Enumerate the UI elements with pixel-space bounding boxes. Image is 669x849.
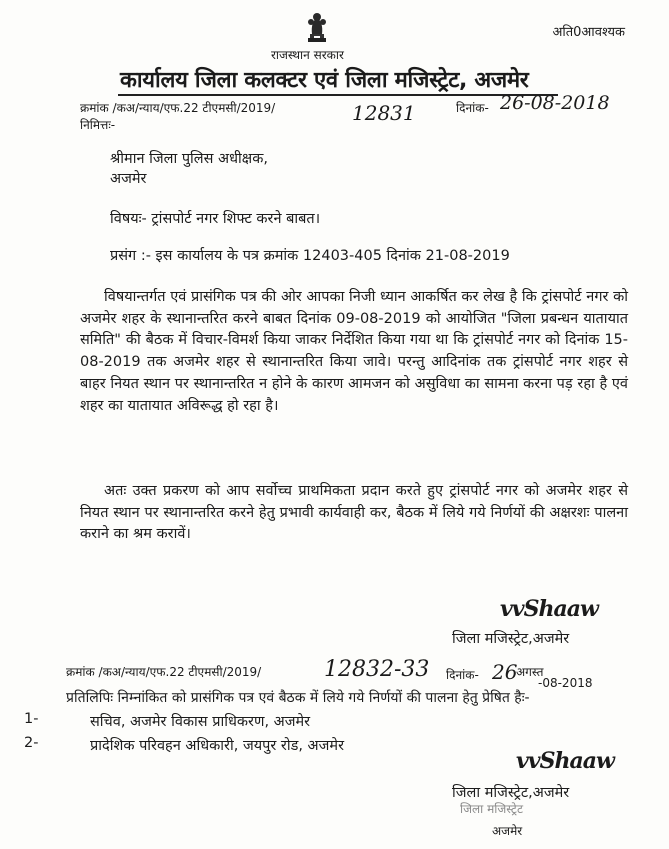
ref2-month-note: अगस्त — [516, 665, 544, 679]
signature-1: vvShaaw — [500, 596, 598, 622]
signature-1-title: जिला मजिस्ट्रेट,अजमेर — [452, 631, 570, 647]
signature-2: vvShaaw — [516, 748, 614, 774]
signature-2-title: जिला मजिस्ट्रेट,अजमेर — [452, 785, 570, 801]
copy-item-2-text: प्रादेशिक परिवहन अधिकारी, जयपुर रोड, अजमेर — [90, 738, 344, 754]
body-paragraph-2: अतः उक्त प्रकरण को आप सर्वोच्च प्राथमिकता प्रदान करते हुए ट्रांसपोर्ट नगर को अजमेर शहर से नियत स्थान पर स्थानान्तरित करने हेतु प्रभावी कार्यवाही कर, बैठक में लिये गये निर्णयों की अक्षरशः पालना कराने का श्रम करावें। — [80, 483, 628, 543]
ref1-number: क्रमांक /कअ/न्याय/एफ.22 टीएमसी/2019/ — [80, 101, 276, 115]
signature-2-footer: अजमेर — [492, 824, 523, 838]
ref1-handwritten-no: 12831 — [352, 101, 416, 125]
subject-line: विषयः- ट्रांसपोर्ट नगर शिफ्ट करने बाबत। — [110, 211, 321, 227]
ref2-date-label: दिनांक- — [446, 668, 479, 682]
title-underline — [118, 94, 558, 96]
office-title: कार्यालय जिला कलक्टर एवं जिला मजिस्ट्रेट, अजमेर — [120, 68, 529, 93]
urgent-label: अति0आवश्यक — [552, 25, 625, 40]
signature-2-stamp: जिला मजिस्ट्रेट — [460, 802, 524, 816]
body-paragraph-1: विषयान्तर्गत एवं प्रासंगिक पत्र की ओर आपका निजी ध्यान आकर्षित कर लेख है कि ट्रांसपोर्ट नगर को अजमेर शहर के स्थानान्तरित करने बाबत दिनांक 09-08-2019 को आयोजित "जिला प्रबन्धन यातायात समिति" की बैठक में विचार-विमर्श किया जाकर निर्देशित किया गया था कि ट्रांसपोर्ट नगर को दिनांक 15-08-2019 तक अजमेर शहर से स्थानान्तरित किया जावे। परन्तु आदिनांक तक ट्रांसपोर्ट नगर शहर से बाहर नियत स्थान पर स्थानान्तरित न होने के कारण आमजन को असुविधा का सामना करना पड़ रहा है एवं शहर का यातायात अविरूद्ध हो रहा है। — [80, 289, 628, 414]
copy-item-1-text: सचिव, अजमेर विकास प्राधिकरण, अजमेर — [90, 714, 311, 730]
nimit-label: निमित्तः- — [80, 118, 116, 132]
ref1-date-label: दिनांक- — [456, 101, 489, 115]
ref1-date-value: 26-08-2018 — [500, 92, 610, 114]
ref2-handwritten-no: 12832-33 — [324, 657, 430, 682]
addressee-line1: श्रीमान जिला पुलिस अधीक्षक, — [110, 151, 268, 167]
addressee-line2: अजमेर — [110, 171, 147, 187]
copy-item-2-num: 2- — [24, 735, 39, 751]
ref2-number: क्रमांक /कअ/न्याय/एफ.22 टीएमसी/2019/ — [66, 665, 262, 679]
copy-item-1-num: 1- — [24, 711, 39, 727]
copy-intro: प्रतिलिपिः निम्नांकित को प्रासंगिक पत्र एवं बैठक में लिये गये निर्णयों की पालना हेतु प्रेषित हैः- — [66, 690, 530, 706]
state-govt-label: राजस्थान सरकार — [271, 48, 344, 62]
state-emblem-icon — [304, 10, 330, 44]
ref2-date-handwritten: 26 — [492, 660, 518, 684]
ref2-date-value: -08-2018 — [538, 676, 593, 690]
reference-line: प्रसंग :- इस कार्यालय के पत्र क्रमांक 12403-405 दिनांक 21-08-2019 — [110, 248, 510, 264]
